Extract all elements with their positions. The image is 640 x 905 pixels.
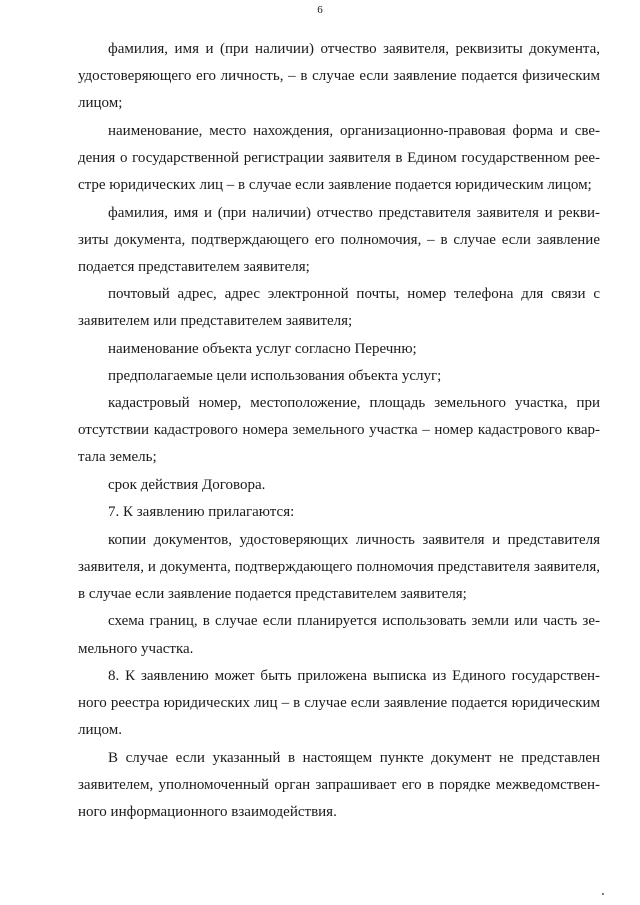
text-line: дения о государственной регистрации заявителя в Едином государственном рее- <box>78 150 600 166</box>
page-number: 6 <box>317 4 323 16</box>
text-line: 7. К заявлению прилагаются: <box>108 504 295 520</box>
text-line: предполагаемые цели использования объекта услуг; <box>108 368 442 384</box>
text-line: схема границ, в случае если планируется использовать земли или часть зе- <box>108 613 600 629</box>
text-line: в случае если заявление подается представителем заявителя; <box>78 586 467 602</box>
text-line: заявителя, и документа, подтверждающего полномочия представителя заявителя, <box>78 559 600 575</box>
text-line: лицом; <box>78 95 123 111</box>
text-line: ного реестра юридических лиц – в случае если заявление подается юридическим <box>78 695 600 711</box>
text-line: заявителем или представителем заявителя; <box>78 313 353 329</box>
text-line: стре юридических лиц – в случае если заявление подается юридическим лицом; <box>78 177 592 193</box>
text-line: подается представителем заявителя; <box>78 259 310 275</box>
text-line: наименование объекта услуг согласно Перечню; <box>108 341 417 357</box>
text-line: срок действия Договора. <box>108 477 266 493</box>
text-line: ного информационного взаимодействия. <box>78 804 337 820</box>
text-line: мельного участка. <box>78 641 194 657</box>
text-line: В случае если указанный в настоящем пункте документ не представлен <box>108 750 600 766</box>
text-line: удостоверяющего его личность, – в случае если заявление подается физическим <box>78 68 600 84</box>
text-line: тала земель; <box>78 449 157 465</box>
text-line: копии документов, удостоверяющих личность заявителя и представителя <box>108 532 600 548</box>
text-line: почтовый адрес, адрес электронной почты, номер телефона для связи с <box>108 286 600 302</box>
text-line: зиты документа, подтверждающего его полномочия, – в случае если заявление <box>78 232 600 248</box>
text-line: лицом. <box>78 722 122 738</box>
text-line: фамилия, имя и (при наличии) отчество заявителя, реквизиты документа, <box>108 41 600 57</box>
text-line: отсутствии кадастрового номера земельного участка – номер кадастрового квар- <box>78 422 600 438</box>
text-line: кадастровый номер, местоположение, площадь земельного участка, при <box>108 395 600 411</box>
scan-speck <box>602 893 604 895</box>
text-line: фамилия, имя и (при наличии) отчество представителя заявителя и рекви- <box>108 205 600 221</box>
text-line: 8. К заявлению может быть приложена выписка из Единого государствен- <box>108 668 600 684</box>
text-line: заявителем, уполномоченный орган запрашивает его в порядке межведомствен- <box>78 777 600 793</box>
text-line: наименование, место нахождения, организационно-правовая форма и све- <box>108 123 600 139</box>
